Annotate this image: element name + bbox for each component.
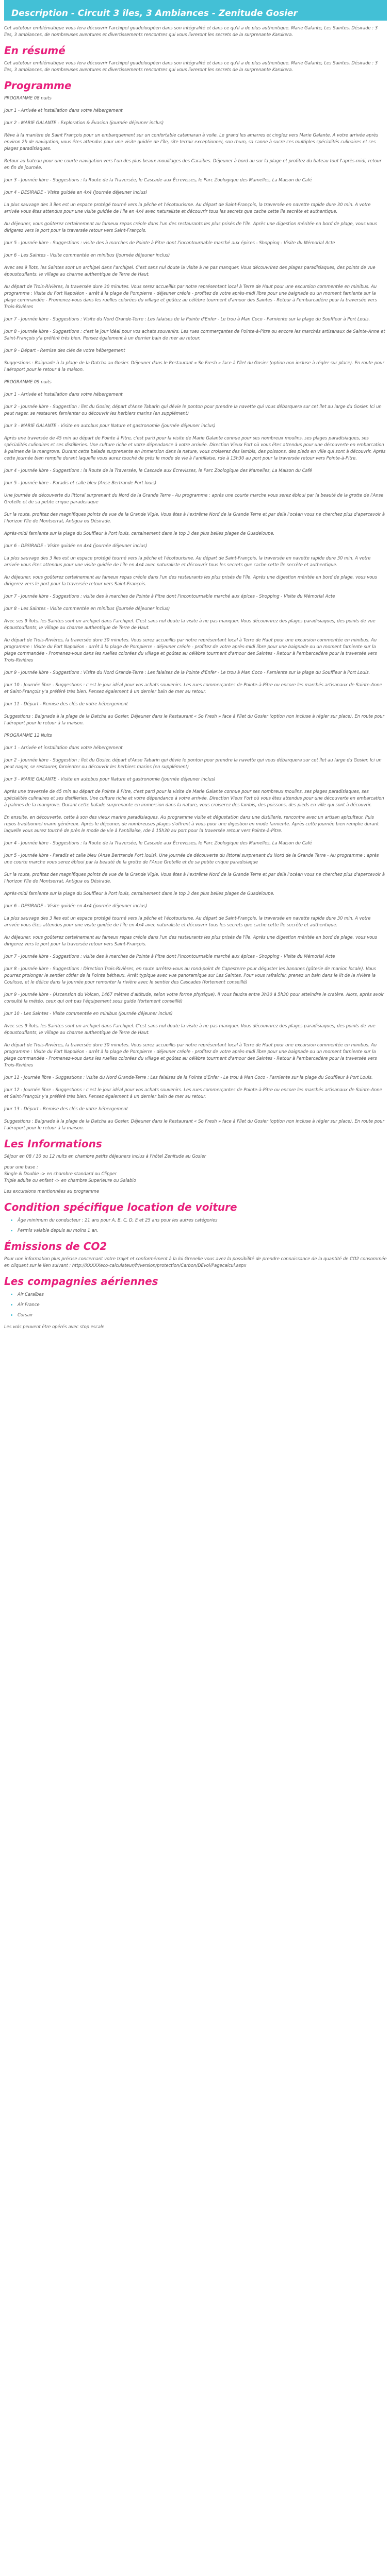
programme-day: Jour 4 - DESIRADE - Visite guidée en 4x4 (journée déjeuner inclus) — [4, 190, 148, 195]
programme-day: Au déjeuner, vous goûterez certainement au fameux repas créole dans l'un des restaurants les plus prisés de l'île. Après une digestion méritée en bord de plage, vous vous dirigerez vers le port pour la traversée retour vers Saint-François. — [4, 935, 378, 946]
informations-block — [4, 1153, 387, 1195]
programme-day: Au déjeuner, vous goûterez certainement au fameux repas créole dans l'un des restaurants les plus prisés de l'île. Après une digestion méritée en bord de plage, vous vous dirigerez vers le port pour la traversée retour vers Saint-François. — [4, 221, 378, 233]
emissions-text: Pour une information plus précise concernant votre trajet et conformément à la loi Grenelle vous avez la possibilité de prendre connaissance de la quantité de CO2 consommée en cliquant sur le lien suivant : http://XXXXXeco-calculateur/fr/version/protection/Carbon/DEvol/Pagecalcul.aspx — [4, 1256, 387, 1268]
informations-heading: Les Informations — [4, 1138, 102, 1150]
programme-day: Jour 3 - MARIE GALANTE - Visite en autobus pour Nature et gastronomie (journée déjeuner inclus) — [4, 423, 216, 428]
programme-day: Jour 3 - Journée libre - Suggestions : la Route de la Traversée, le Cascade aux Écrevisses, le Parc Zoologique des Mamelles, La Maison du Café — [4, 177, 312, 182]
programme-day: Jour 8 - Les Saintes - Visite commentée en minibus (journée déjeuner inclus) — [4, 606, 170, 611]
programme-day: Après une traversée de 45 min au départ de Pointe à Pitre, c'est parti pour la visite de Marie Galante connue pour ses nombreux moulins, ses plages paradisiaques, ses spécialités culinaires et ses distilleries. Une culture riche et votre dépendance à votre arrivée. Direction Vieux Fort où vous êtes attendus pour une découverte en embarcation à palmes de la mangrove. Durant cette balade surprenante en immersion dans la nature, vous croiserez des lambis, des poissons, des pieds en ville qui sont à découvrir. — [4, 789, 384, 807]
programme-day: Avec ses 9 îlots, les Saintes sont un archipel dans l'archipel. C'est sans nul doute la visite à ne pas manquer. Vous découvrirez des plages paradisiaques, des points de vue époustouflants, le village au charme authentique de Terre de Haut. — [4, 1023, 376, 1035]
programme-nights: PROGRAMME 08 nuits — [4, 95, 52, 100]
programme-day: Jour 12 - Journée libre - Suggestions : c'est le jour idéal pour vos achats souvenirs. Les rues commerçantes de Pointe-à-Pitre ou encore les marchés artisanaux de Sainte-Anne et Saint-François y'a préféré très bien. Pensez également à un dernier bain de mer au retour. — [4, 1087, 382, 1099]
airlines-footnote: Les vols peuvent être opérés avec stop escale — [4, 1324, 105, 1329]
programme-day: Sur la route, profitez des magnifiques points de vue de la Grande Vigie. Vous êtes à l'extrême Nord de la Grande Terre et par delà l'océan vous ne cherchez plus d'apercevoir à l'horizon l'île de Montserrat, Antigua ou Désirade. — [4, 512, 385, 523]
airline-item: • Air Caraïbes — [18, 1291, 387, 1298]
programme-day: Au déjeuner, vous goûterez certainement au fameux repas créole dans l'un des restaurants les plus prisés de l'île. Après une digestion méritée en bord de plage, vous vous dirigerez vers le port pour la traversée retour vers Saint-François. — [4, 574, 378, 586]
programme-day: Jour 11 - Départ - Remise des clés de votre hébergement — [4, 701, 128, 706]
location-conditions-list — [4, 1216, 387, 1234]
information-line: Triple adulte ou enfant -> en chambre Superieure ou Salabio — [4, 1178, 136, 1183]
airlines-list — [4, 1291, 387, 1318]
programme-day: Au départ de Trois-Rivières, la traversée dure 30 minutes. Vous serez accueillis par notre représentant local à Terre de Haut pour une excursion commentée en minibus. Au programme : Visite du Fort Napoléon - arrêt à la plage de Pompierre - déjeuner créole - profitez de votre après-midi libre pour une baignade ou un moment farniente sur la plage commandée - Promenez-vous dans les ruelles colorées du village et goûtez au célèbre tourment d'amour des Saintes - Retour à l'embarcadère pour la traversée vers Trois-Rivières — [4, 637, 377, 663]
programme-day: Jour 7 - Journée libre - Suggestions : visite des à marches de Pointe à Pitre dont l'incontournable marché aux épices - Shopping - Visite du Mémorial Acte — [4, 954, 335, 959]
programme-day: Jour 4 - Journée libre - Suggestions : la Route de la Traversée, le Cascade aux Écrevisses, le Parc Zoologique des Mamelles, La Maison du Café — [4, 840, 312, 845]
programme-list — [4, 95, 387, 1131]
programme-heading: Programme — [4, 79, 72, 92]
programme-day: Avec ses 9 îlots, les Saintes sont un archipel dans l'archipel. C'est sans nul doute la visite à ne pas manquer. Vous découvrirez des plages paradisiaques, des points de vue époustouflants, le village au charme authentique de Terre de Haut. — [4, 265, 376, 277]
programme-day: Au départ de Trois-Rivières, la traversée dure 30 minutes. Vous serez accueillis par notre représentant local à Terre de Haut pour une excursion commentée en minibus. Au programme : Visite du Fort Napoléon - arrêt à la plage de Pompierre - déjeuner créole - profitez de votre après-midi libre pour une baignade ou un moment farniente sur la plage commandée - Promenez-vous dans les ruelles colorées du village et goûtez au célèbre tourment d'amour des Saintes - Retour à l'embarcadère pour la traversée vers Trois-Rivières — [4, 284, 377, 309]
programme-nights: PROGRAMME 09 nuits — [4, 379, 52, 384]
programme-day: Jour 5 - Journée libre - Paradis et calle bleu (Anse Bertrande Port louis) — [4, 480, 157, 485]
programme-day: Suggestions : Baignade à la plage de la Datcha au Gosier. Déjeuner dans le Restaurant « So Fresh » face à l'îlet du Gosier (option non incluse à régler sur place). En route pour l'aéroport pour le retour à la maison. — [4, 360, 384, 372]
programme-day: Suggestions : Baignade à la plage de la Datcha au Gosier. Déjeuner dans le Restaurant « So Fresh » face à l'îlet du Gosier (option non incluse à régler sur place). En route pour l'aéroport pour le retour à la maison. — [4, 1118, 384, 1130]
programme-day: Au départ de Trois-Rivières, la traversée dure 30 minutes. Vous serez accueillis par notre représentant local à Terre de Haut pour une excursion commentée en minibus. Au programme : Visite du Fort Napoléon - arrêt à la plage de Pompierre - déjeuner créole - profitez de votre après-midi libre pour une baignade ou un moment farniente sur la plage commandée - Promenez-vous dans les ruelles colorées du village et goûtez au célèbre tourment d'amour des Saintes - Retour à l'embarcadère pour la traversée vers Trois-Rivières — [4, 1042, 377, 1067]
airline-item: • Air France — [18, 1301, 387, 1308]
emissions-heading: Émissions de CO2 — [4, 1240, 107, 1252]
programme-day: Sur la route, profitez des magnifiques points de vue de la Grande Vigie. Vous êtes à l'extrême Nord de la Grande Terre et par delà l'océan vous ne cherchez plus d'apercevoir à l'horizon l'île de Montserrat, Antigua ou Désirade. — [4, 872, 385, 884]
programme-day: Jour 1 - Arrivée et installation dans votre hébergement — [4, 745, 123, 750]
programme-day: Jour 10 - Les Saintes - Visite commentée en minibus (journée déjeuner inclus) — [4, 1011, 173, 1016]
programme-day: Jour 1 - Arrivée et installation dans votre hébergement — [4, 392, 123, 397]
programme-day: Jour 2 - MARIE GALANTE - Exploration & Évasion (journée déjeuner inclus) — [4, 120, 164, 125]
intro-text: Cet autotour emblématique vous fera découvrir l'archipel guadeloupéen dans son intégralité et dans ce qu'il a de plus authentique. Marie Galante, Les Saintes, Désirade : 3 îles, 3 ambiances, de nombreuses aventures et divertissements rencontres qui vous livreront les secrets de la surprenante Karukera. — [4, 25, 378, 37]
information-line: Séjour en 08 / 10 ou 12 nuits en chambre petits déjeuners inclus à l'hôtel Zenitude au Gosier — [4, 1154, 206, 1159]
programme-day: Après-midi farniente sur la plage du Souffleur à Port louis, certainement dans le top 3 des plus belles plages de Guadeloupe. — [4, 891, 275, 896]
programme-day: Jour 2 - Journée libre - Suggestion : îlet du Gosier, départ d'Anse Tabarin qui dévie le ponton pour prendre la navette qui vous débarquera sur cet îlet au large du Gosier. Ici un peut nager, se restaurer, farnienter ou découvrir les herbiers marins (en supplément) — [4, 404, 382, 416]
programme-day: Après-midi farniente sur la plage du Souffleur à Port louis, certainement dans le top 3 des plus belles plages de Guadeloupe. — [4, 531, 275, 536]
programme-day: Jour 7 - Journée libre - Suggestions : Visite du Nord Grande-Terre : Les falaises de la Pointe d'Enfer - Le trou à Man Coco - Farniente sur la plage du Souffleur à Port Louis. — [4, 316, 370, 321]
programme-day: La plus sauvage des 3 îles est un espace protégé tourné vers la pêche et l'écotourisme. Au départ de Saint-François, la traversée en navette rapide dure 30 min. A votre arrivée vous êtes attendus pour une visite guidée de l'île en 4x4 avec naturaliste et découvrir tous les secrets que cache cette île secrète et authentique. — [4, 916, 371, 927]
programme-day: Jour 8 - Journée libre - Suggestions : Direction Trois-Rivières, en route arrêtez-vous au rond-point de Capesterre pour déguster les bananes (gâterie de manioc locale). Vous pourrez prolonger le sentier côtier de la Pointe bétheux. Arrêt typique avec vue panoramique sur Les Saintes. Pour vous rafraîchir, prenez un bain dans le lit de la rivière la Coulisse, et le délice dans la journée pour remonter la rivière avec le sentier des Cascades (fortement conseillé) — [4, 966, 376, 985]
programme-day: Jour 4 - Journée libre - Suggestions : la Route de la Traversée, le Cascade aux Écrevisses, le Parc Zoologique des Mamelles, La Maison du Café — [4, 468, 312, 473]
airline-item: • Corsair — [18, 1311, 387, 1318]
programme-day: Suggestions : Baignade à la plage de la Datcha au Gosier. Déjeuner dans le Restaurant « So Fresh » face à l'îlet du Gosier (option non incluse à régler sur place). En route pour l'aéroport pour le retour à la maison. — [4, 714, 384, 725]
programme-day: Jour 9 - Départ - Remise des clés de votre hébergement — [4, 348, 125, 353]
programme-day: Jour 2 - Journée libre - Suggestion : îlet du Gosier, départ d'Anse Tabarin qui dévie le ponton pour prendre la navette qui vous débarquera sur cet îlet au large du Gosier. Ici un peut nager, se restaurer, farnienter ou découvrir les herbiers marins (en supplément) — [4, 757, 382, 769]
location-condition: • Âge minimum du conducteur : 21 ans pour A, B, C, D, E et 25 ans pour les autres catégories — [18, 1216, 387, 1224]
programme-day: En ensuite, en découverte, cette à son des vieux marins paradisiaques. Au programme visite et dégustation dans une distillerie, rencontre avec un artisan apiculteur. Puis repos traditionnel marin généreux. Après le déjeuner, de nombreuses plages s'offrent à vous pour une digestion en mode farniente. Après cette journée bien remplie durant laquelle vous aurez touché de près le mode de vie à l'antillaise, rde à 15h30 au port pour la traversée retour vers Pointe-à-Pitre. — [4, 815, 379, 833]
programme-day: Retour au bateau pour une courte navigation vers l'un des plus beaux mouillages des Caraïbes. Déjeuner à bord au sur la plage et profitez du bateau tout l'après-midi, retour en fin de journée. — [4, 158, 382, 170]
programme-day: Une journée de découverte du littoral surprenant du Nord de la Grande Terre - Au programme : après une courte marche vous serez ébloui par la beauté de la grotte de l'Anse Grotelle et de sa petite crique paradisiaque — [4, 493, 384, 504]
programme-day: Jour 9 - Journée libre - (Ascension du Volcan, 1467 mètres d'altitude, selon votre forme physique). Il vous faudra entre 3h30 à 5h30 pour atteindre le cratère. Alors, après avoir consulté la météo, ceux qui ont pas l'équipement sous guide (fortement conseillé) — [4, 992, 384, 1004]
programme-day: Jour 11 - Journée libre - Suggestions : Visite du Nord Grande-Terre : Les falaises de la Pointe d'Enfer - Le trou à Man Coco - Farniente sur la plage du Souffleur à Port Louis. — [4, 1075, 373, 1080]
location-heading: Condition spécifique location de voiture — [4, 1201, 237, 1213]
programme-day: Jour 5 - Journée libre - Paradis et calle bleu (Anse Bertrande Port louis). Une journée de découverte du littoral surprenant du Nord de la Grande Terre - Au programme : après une courte marche vous serez ébloui par la beauté de la grotte de l'Anse Grotelle et de sa petite crique paradisiaque — [4, 853, 379, 865]
programme-day: Jour 7 - Journée libre - Suggestions : visite des à marches de Pointe à Pitre dont l'incontournable marché aux épices - Shopping - Visite du Mémorial Acte — [4, 594, 335, 599]
resume-text: Cet autotour emblématique vous fera découvrir l'archipel guadeloupéen dans son intégralité et dans ce qu'il a de plus authentique. Marie Galante, Les Saintes, Désirade : 3 îles, 3 ambiances, de nombreuses aventures et divertissements rencontres qui vous livreront les secrets de la surprenante Karukera. — [4, 60, 378, 72]
resume-heading: En résumé — [4, 44, 66, 57]
programme-day: Jour 1 - Arrivée et installation dans votre hébergement — [4, 108, 123, 113]
information-line: pour une base : — [4, 1164, 38, 1170]
programme-day: Rêve à la manière de Saint François pour un embarquement sur un confortable catamaran à voile. Le grand les amarres et cinglez vers Marie Galante. A votre arrivée après environ 2h de navigation, vous êtes attendus pour une visite guidée de l'île, site terroir exceptionnel, son rhum, sa canne à sucre ces multiples spécialités culinaires et ses plages paradisiaques. — [4, 132, 379, 151]
programme-day: Jour 10 - Journée libre - Suggestions : c'est le jour idéal pour vos achats souvenirs. Les rues commerçantes de Pointe-à-Pitre ou encore les marchés artisanaux de Sainte-Anne et Saint-François y'a préféré très bien. Pensez également à un dernier bain de mer au retour. — [4, 682, 382, 694]
programme-day: La plus sauvage des 3 îles est un espace protégé tourné vers la pêche et l'écotourisme. Au départ de Saint-François, la traversée en navette rapide dure 30 min. A votre arrivée vous êtes attendus pour une visite guidée de l'île en 4x4 avec naturaliste et découvrir tous les secrets que cache cette île secrète et authentique. — [4, 555, 371, 567]
programme-day: Jour 13 - Départ - Remise des clés de votre hébergement — [4, 1106, 128, 1111]
location-condition: • Permis valable depuis au moins 1 an. — [18, 1227, 387, 1234]
programme-day: Jour 5 - Journée libre - Suggestions : visite des à marches de Pointe à Pitre dont l'incontournable marché aux épices - Shopping - Visite du Mémorial Acte — [4, 240, 335, 245]
programme-day: Avec ses 9 îlots, les Saintes sont un archipel dans l'archipel. C'est sans nul doute la visite à ne pas manquer. Vous découvrirez des plages paradisiaques, des points de vue époustouflants, le village au charme authentique de Terre de Haut. — [4, 618, 376, 630]
programme-day: Jour 8 - Journée libre - Suggestions : c'est le jour idéal pour vos achats souvenirs. Les rues commerçantes de Pointe-à-Pitre ou encore les marchés artisanaux de Sainte-Anne et Saint-François y'a préféré très bien. Pensez également à un dernier bain de mer au retour. — [4, 329, 385, 341]
information-line: Single & Double -> en chambre standard ou Clipper — [4, 1171, 117, 1176]
programme-day: Jour 6 - DESIRADE - Visite guidée en 4x4 (journée déjeuner inclus) — [4, 903, 148, 908]
programme-day: La plus sauvage des 3 îles est un espace protégé tourné vers la pêche et l'écotourisme. Au départ de Saint-François, la traversée en navette rapide dure 30 min. A votre arrivée vous êtes attendus pour une visite guidée de l'île en 4x4 avec naturaliste et découvrir tous les secrets que cache cette île secrète et authentique. — [4, 202, 371, 214]
programme-day: Jour 9 - Journée libre - Suggestions : Visite du Nord Grande-Terre : Les falaises de la Pointe d'Enfer - Le trou à Man Coco - Farniente sur la plage du Souffleur à Port Louis. — [4, 670, 370, 675]
programme-day: Jour 6 - Les Saintes - Visite commentée en minibus (journée déjeuner inclus) — [4, 252, 170, 258]
page-title: Description - Circuit 3 îles, 3 Ambiances - Zenitude Gosier — [4, 0, 387, 21]
compagnies-heading: Les compagnies aériennes — [4, 1275, 158, 1287]
programme-day: Jour 3 - MARIE GALANTE - Visite en autobus pour Nature et gastronomie (journée déjeuner inclus) — [4, 776, 216, 782]
programme-day: Jour 6 - DESIRADE - Visite guidée en 4x4 (journée déjeuner inclus) — [4, 543, 148, 548]
programme-nights: PROGRAMME 12 Nuits — [4, 733, 52, 738]
information-line: Les excursions mentionnées au programme — [4, 1189, 100, 1194]
programme-day: Après une traversée de 45 min au départ de Pointe à Pitre, c'est parti pour la visite de Marie Galante connue pour ses nombreux moulins, ses plages paradisiaques, ses spécialités culinaires et ses distilleries. Une culture riche et votre dépendance à votre arrivée. Direction Vieux Fort où vous êtes attendus pour une découverte en embarcation à palmes de la mangrove. Durant cette balade surprenante en immersion dans la nature, vous croiserez des lambis, des poissons, des pieds en ville qui sont à découvrir. Après cette journée bien remplie durant laquelle vous aurez touché de près le mode de vie à l'antillaise, rde à 15h30 au port pour la traversée retour vers Pointe-à-Pitre. — [4, 435, 386, 461]
